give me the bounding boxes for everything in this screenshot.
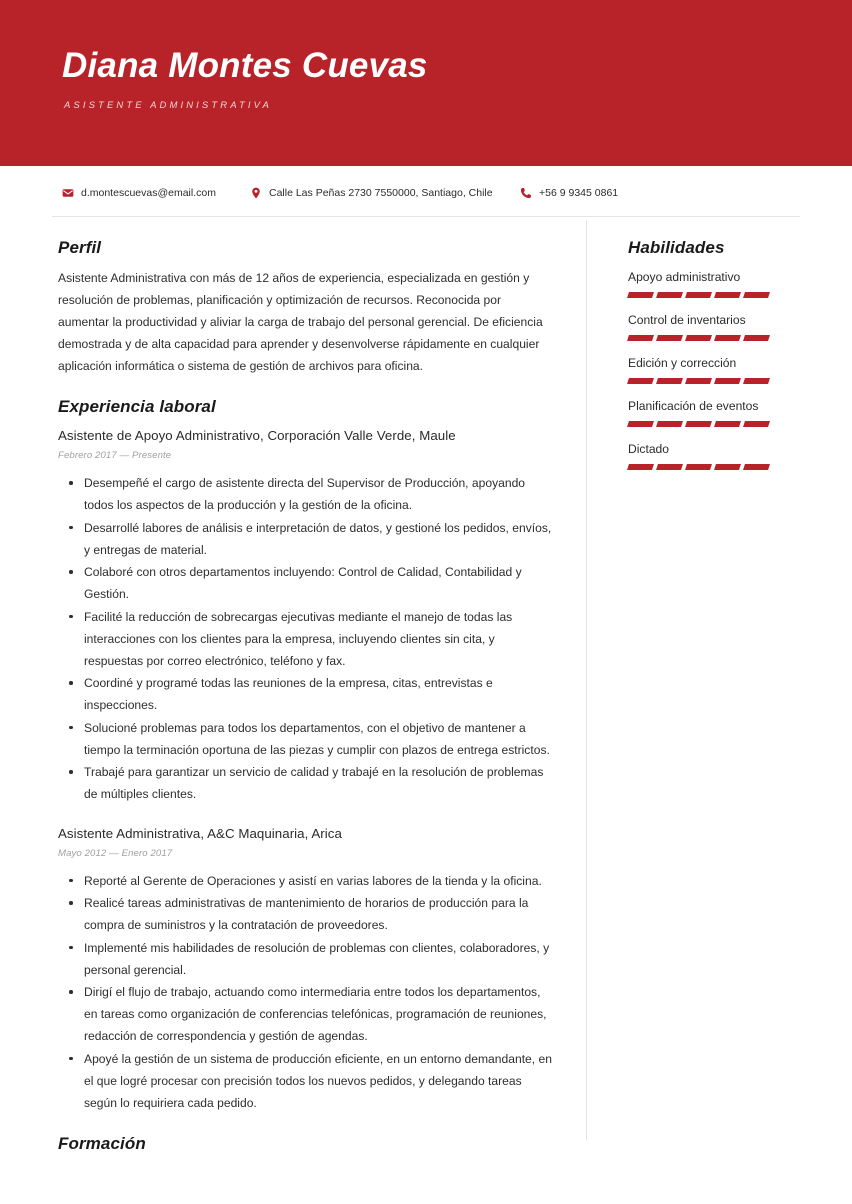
section-title-education: Formación [58, 1134, 146, 1153]
candidate-role: ASISTENTE ADMINISTRATIVA [64, 100, 272, 111]
contact-bar [52, 186, 800, 210]
section-profile [58, 238, 556, 377]
skill-item [628, 353, 808, 384]
skill-label: Dictado [628, 442, 670, 456]
skill-label: Planificación de eventos [628, 399, 759, 413]
skill-rating-segment [685, 421, 712, 427]
contact-email-text: d.montescuevas@email.com [81, 187, 216, 199]
skill-rating-bar [628, 464, 769, 470]
skill-rating-segment [714, 421, 741, 427]
skill-rating-segment [714, 292, 741, 298]
bullet-item: Dirigí el flujo de trabajo, actuando como intermediaria entre todos los departamentos, en tareas como organización de conferencias telefónicas, programación de reuniones, redacción de correspondencia y gestión de agendas. [58, 981, 556, 1047]
skill-rating-segment [627, 464, 654, 470]
skill-rating-segment [656, 421, 683, 427]
skill-rating-segment [714, 335, 741, 341]
contact-email[interactable] [62, 186, 216, 200]
skill-rating-segment [714, 378, 741, 384]
skill-rating-bar [628, 378, 769, 384]
section-title-experience: Experiencia laboral [58, 397, 216, 416]
contact-divider [52, 216, 800, 217]
skill-rating-segment [685, 464, 712, 470]
section-title-skills: Habilidades [628, 238, 725, 257]
bullet-item: Colaboré con otros departamentos incluyendo: Control de Calidad, Contabilidad y Gestión. [58, 561, 556, 605]
bullet-item: Realicé tareas administrativas de mantenimiento de horarios de producción para la compra de suministros y la contratación de proveedores. [58, 892, 556, 936]
skill-rating-segment [743, 378, 770, 384]
skill-item [628, 267, 808, 298]
bullet-item: Coordiné y programé todas las reuniones de la empresa, citas, entrevistas e inspecciones. [58, 672, 556, 716]
phone-icon [520, 187, 532, 199]
job-dates: Mayo 2012 — Enero 2017 [58, 847, 173, 859]
skill-item [628, 439, 808, 470]
candidate-name: Diana Montes Cuevas [62, 46, 428, 85]
job-title: Asistente Administrativa, A&C Maquinaria, Arica [58, 825, 342, 841]
bullet-item: Implementé mis habilidades de resolución de problemas con clientes, colaboradores, y personal gerencial. [58, 937, 556, 981]
skill-label: Apoyo administrativo [628, 270, 741, 284]
skill-rating-segment [743, 421, 770, 427]
skill-rating-segment [714, 464, 741, 470]
skill-item [628, 396, 808, 427]
skill-rating-segment [656, 335, 683, 341]
skill-rating-bar [628, 292, 769, 298]
skill-rating-segment [656, 464, 683, 470]
bullet-item: Apoyé la gestión de un sistema de producción eficiente, en un entorno demandante, en el que logré procesar con precisión todos los nuevos pedidos, y delegando tareas según lo requiriera cada pedido. [58, 1048, 556, 1114]
skill-rating-segment [627, 292, 654, 298]
skill-rating-segment [627, 378, 654, 384]
bullet-item: Desempeñé el cargo de asistente directa del Supervisor de Producción, apoyando todos los aspectos de la producción y la gestión de la oficina. [58, 472, 556, 516]
map-pin-icon [250, 187, 262, 199]
section-title-profile: Perfil [58, 238, 102, 257]
skill-rating-segment [627, 421, 654, 427]
skill-rating-segment [743, 335, 770, 341]
skill-rating-segment [685, 292, 712, 298]
job-bullets [58, 472, 556, 805]
skills-list [628, 267, 808, 470]
job-dates: Febrero 2017 — Presente [58, 450, 172, 461]
header-banner [0, 0, 852, 166]
contact-address[interactable] [250, 186, 493, 200]
skill-rating-bar [628, 421, 769, 427]
job-bullets [58, 870, 556, 1114]
bullet-item: Desarrollé labores de análisis e interpretación de datos, y gestioné los pedidos, envíos, y entregas de material. [58, 517, 556, 561]
section-education [58, 1134, 556, 1154]
bullet-item: Reporté al Gerente de Operaciones y asistí en varias labores de la tienda y la oficina. [58, 870, 556, 892]
main-column [58, 238, 556, 1163]
skill-rating-bar [628, 335, 769, 341]
envelope-icon [62, 187, 74, 199]
skill-rating-segment [685, 378, 712, 384]
skill-rating-segment [656, 378, 683, 384]
contact-address-text: Calle Las Peñas 2730 7550000, Santiago, Chile [269, 187, 493, 199]
bullet-item: Facilité la reducción de sobrecargas ejecutivas mediante el manejo de todas las interacciones con los clientes para la empresa, incluyendo clientes sin cita, y respuestas por correo electrónico, teléfono y fax. [58, 606, 556, 672]
skill-rating-segment [743, 464, 770, 470]
contact-phone[interactable] [520, 186, 618, 200]
skill-rating-segment [627, 335, 654, 341]
skill-label: Control de inventarios [628, 313, 746, 327]
column-divider [586, 220, 587, 1140]
sidebar-column [628, 238, 808, 482]
experience-item [58, 426, 556, 805]
skill-label: Edición y corrección [628, 356, 737, 370]
job-title: Asistente de Apoyo Administrativo, Corporación Valle Verde, Maule [58, 428, 456, 443]
bullet-item: Solucioné problemas para todos los departamentos, con el objetivo de mantener a tiempo la terminación oportuna de las piezas y cumplir con plazos de entrega estrictos. [58, 717, 556, 761]
experience-item [58, 824, 556, 1114]
bullet-item: Trabajé para garantizar un servicio de calidad y trabajé en la resolución de problemas de múltiples clientes. [58, 761, 556, 805]
section-experience [58, 397, 556, 1114]
skill-rating-segment [743, 292, 770, 298]
skill-rating-segment [685, 335, 712, 341]
skill-item [628, 310, 808, 341]
skill-rating-segment [656, 292, 683, 298]
profile-body: Asistente Administrativa con más de 12 años de experiencia, especializada en gestión y resolución de problemas, planificación y optimización de recursos. Reconocida por aumentar la productividad y aliviar la carga de trabajo del personal gerencial. De eficiencia demostrada y de alta capacidad para aprender y desenvolverse rápidamente en cualquier aplicación informática o sistema de gestión de archivos para oficina. [58, 271, 543, 373]
contact-phone-text: +56 9 9345 0861 [539, 187, 619, 199]
